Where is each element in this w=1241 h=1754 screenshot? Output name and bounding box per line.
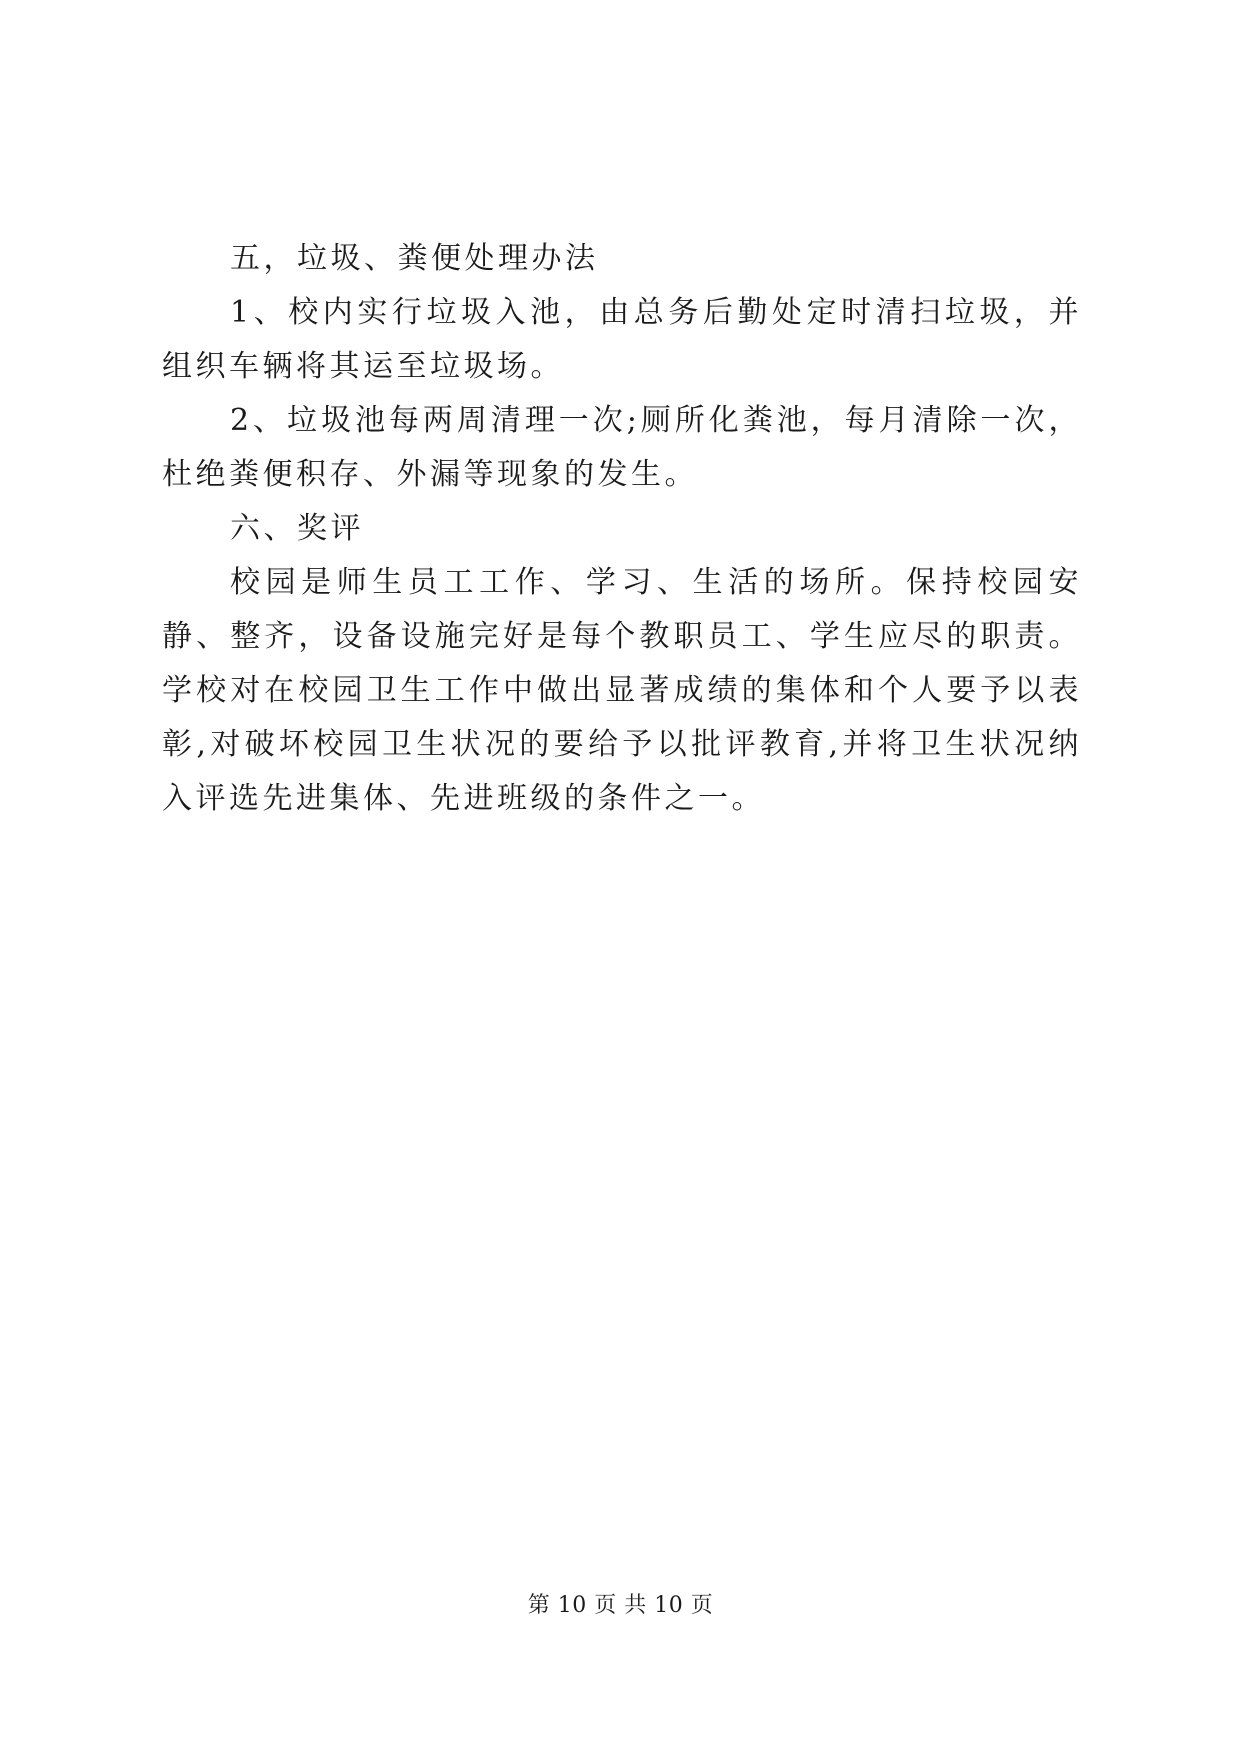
section-heading-awards: 六、奖评: [230, 511, 364, 546]
paragraph-item-1: 1、校内实行垃圾入池，由总务后勤处定时清扫垃圾，并组织车辆将其运至垃圾场。: [162, 295, 1082, 384]
section-heading-waste-disposal: 五，垃圾、粪便处理办法: [230, 241, 599, 276]
page-number-footer: 第 10 页 共 10 页: [527, 1593, 714, 1618]
paragraph-item-2: 2、垃圾池每两周清理一次;厕所化粪池，每月清除一次，杜绝粪便积存、外漏等现象的发生。: [162, 403, 1082, 492]
document-body: [162, 232, 1082, 826]
paragraph-awards-body: 校园是师生员工工作、学习、生活的场所。保持校园安静、整齐，设备设施完好是每个教职员工、学生应尽的职责。学校对在校园卫生工作中做出显著成绩的集体和个人要予以表彰,对破坏校园卫生状况的要给予以批评教育,并将卫生状况纳入评选先进集体、先进班级的条件之一。: [162, 565, 1082, 816]
